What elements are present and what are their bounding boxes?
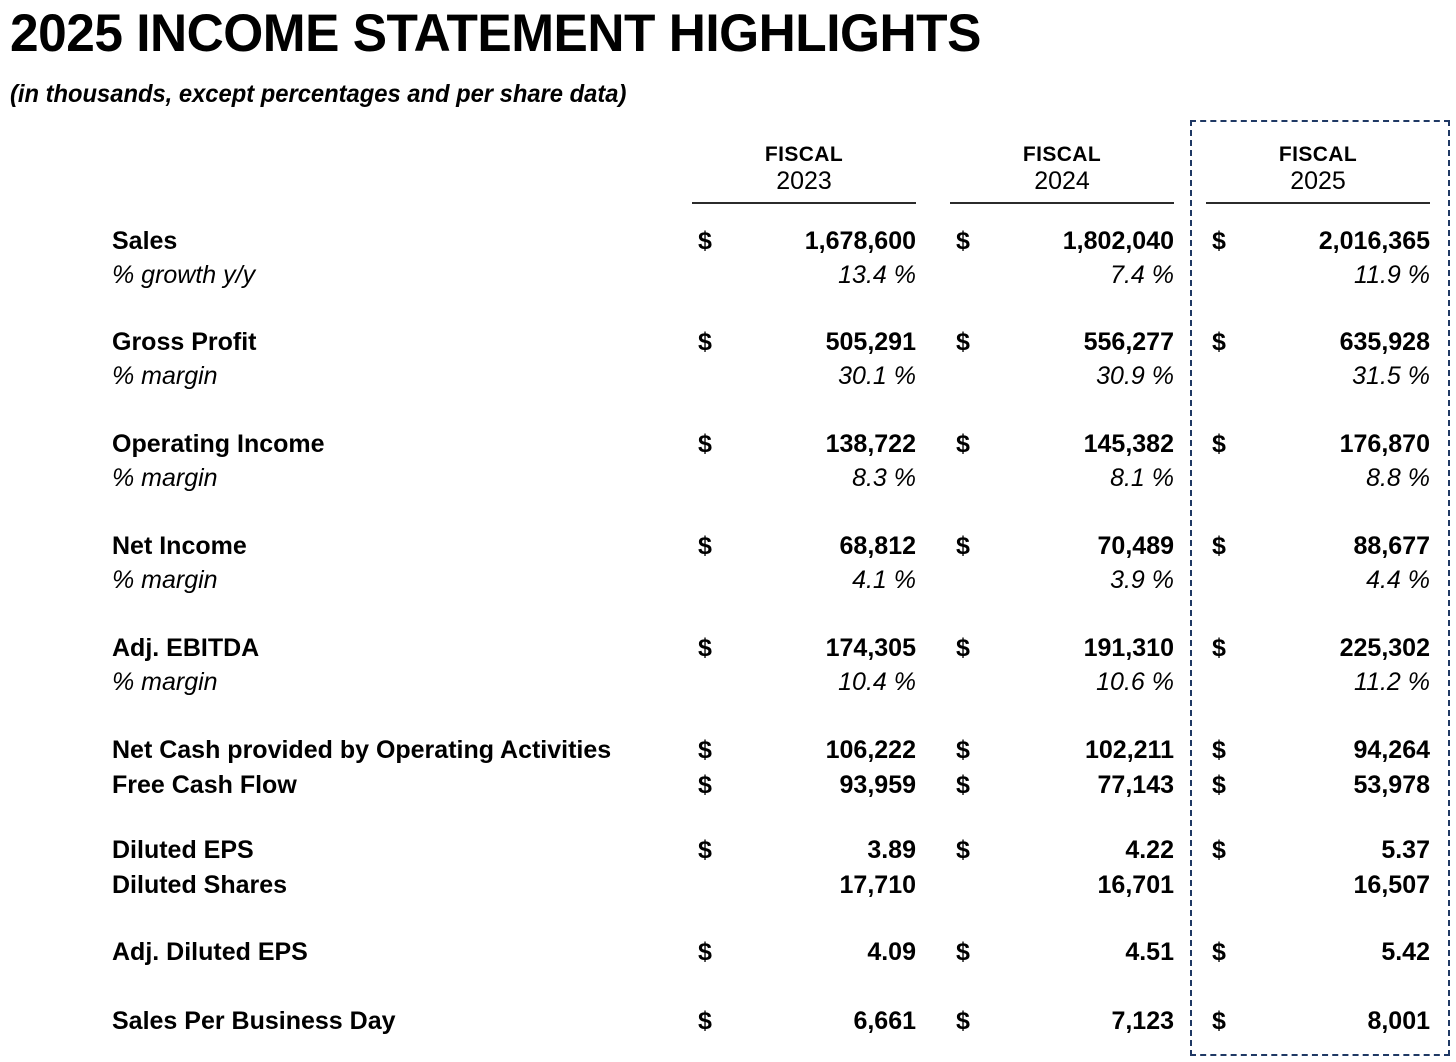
- page-title: 2025 INCOME STATEMENT HIGHLIGHTS: [10, 4, 981, 63]
- cell-value: 7.4 %: [1110, 261, 1174, 289]
- row-label: % margin: [112, 566, 218, 594]
- cell-value: 5.37: [1381, 836, 1430, 864]
- table-cell: [1206, 224, 1430, 259]
- cell-value: 191,310: [1083, 634, 1174, 662]
- table-cell: [692, 359, 916, 394]
- cell-value: 1,678,600: [804, 227, 916, 255]
- table-cell: [692, 733, 916, 768]
- currency-symbol: $: [698, 430, 712, 458]
- cell-value: 225,302: [1339, 634, 1430, 662]
- table-row: [0, 224, 1456, 259]
- table-cell: [1206, 529, 1430, 564]
- table-row: [0, 733, 1456, 768]
- cell-value: 53,978: [1353, 771, 1430, 799]
- currency-symbol: $: [698, 938, 712, 966]
- row-label: % margin: [112, 464, 218, 492]
- table-cell: [692, 868, 916, 903]
- row-label: % margin: [112, 362, 218, 390]
- table-row: [0, 325, 1456, 360]
- row-label: Net Income: [112, 532, 247, 560]
- cell-value: 77,143: [1097, 771, 1174, 799]
- cell-value: 16,507: [1353, 871, 1430, 899]
- table-cell: [1206, 833, 1430, 868]
- column-header-rule: [950, 202, 1174, 204]
- currency-symbol: $: [1212, 1007, 1226, 1035]
- table-cell: [950, 359, 1174, 394]
- currency-symbol: $: [698, 771, 712, 799]
- currency-symbol: $: [956, 328, 970, 356]
- cell-value: 13.4 %: [838, 261, 916, 289]
- currency-symbol: $: [956, 836, 970, 864]
- cell-value: 31.5 %: [1352, 362, 1430, 390]
- table-cell: [692, 325, 916, 360]
- table-row: [0, 461, 1456, 496]
- table-row: [0, 935, 1456, 970]
- cell-value: 68,812: [839, 532, 916, 560]
- table-cell: [950, 768, 1174, 803]
- table-cell: [950, 665, 1174, 700]
- currency-symbol: $: [698, 532, 712, 560]
- cell-value: 635,928: [1339, 328, 1430, 356]
- table-cell: [692, 665, 916, 700]
- cell-value: 17,710: [839, 871, 916, 899]
- currency-symbol: $: [956, 736, 970, 764]
- table-cell: [692, 833, 916, 868]
- table-cell: [950, 631, 1174, 666]
- table-cell: [1206, 461, 1430, 496]
- column-header-fiscal-2024: [950, 144, 1174, 204]
- cell-value: 106,222: [825, 736, 916, 764]
- table-cell: [692, 224, 916, 259]
- row-label: Adj. EBITDA: [112, 634, 260, 662]
- cell-value: 10.6 %: [1096, 668, 1174, 696]
- currency-symbol: $: [698, 836, 712, 864]
- table-cell: [692, 563, 916, 598]
- cell-value: 93,959: [839, 771, 916, 799]
- cell-value: 4.09: [867, 938, 916, 966]
- cell-value: 4.1 %: [852, 566, 916, 594]
- cell-value: 138,722: [825, 430, 916, 458]
- currency-symbol: $: [1212, 836, 1226, 864]
- cell-value: 556,277: [1083, 328, 1174, 356]
- row-label: % growth y/y: [112, 261, 256, 289]
- table-cell: [950, 258, 1174, 293]
- cell-value: 88,677: [1353, 532, 1430, 560]
- row-label: Sales Per Business Day: [112, 1007, 396, 1035]
- table-row: [0, 529, 1456, 564]
- table-row: [0, 1004, 1456, 1039]
- table-cell: [1206, 665, 1430, 700]
- table-cell: [692, 768, 916, 803]
- currency-symbol: $: [1212, 736, 1226, 764]
- cell-value: 145,382: [1083, 430, 1174, 458]
- currency-symbol: $: [698, 227, 712, 255]
- column-header-year: 2023: [776, 167, 832, 195]
- cell-value: 4.22: [1125, 836, 1174, 864]
- row-label: Sales: [112, 227, 178, 255]
- column-header-year: 2024: [1034, 167, 1090, 195]
- table-cell: [950, 935, 1174, 970]
- currency-symbol: $: [1212, 938, 1226, 966]
- table-cell: [1206, 359, 1430, 394]
- table-cell: [1206, 1004, 1430, 1039]
- table-cell: [950, 868, 1174, 903]
- cell-value: 6,661: [853, 1007, 916, 1035]
- table-cell: [950, 529, 1174, 564]
- currency-symbol: $: [956, 938, 970, 966]
- table-cell: [1206, 631, 1430, 666]
- column-header-rule: [692, 202, 916, 204]
- table-cell: [692, 529, 916, 564]
- column-header-fiscal-label: FISCAL: [1278, 143, 1358, 166]
- table-cell: [1206, 868, 1430, 903]
- cell-value: 176,870: [1339, 430, 1430, 458]
- row-label: Net Cash provided by Operating Activities: [112, 736, 612, 764]
- table-row: [0, 359, 1456, 394]
- currency-symbol: $: [698, 634, 712, 662]
- currency-symbol: $: [956, 634, 970, 662]
- cell-value: 174,305: [825, 634, 916, 662]
- currency-symbol: $: [956, 227, 970, 255]
- page-subtitle: (in thousands, except percentages and per share data): [10, 80, 627, 108]
- column-header-fiscal-2023: [692, 144, 916, 204]
- cell-value: 10.4 %: [838, 668, 916, 696]
- cell-value: 8.3 %: [852, 464, 916, 492]
- table-row: [0, 768, 1456, 803]
- table-cell: [1206, 325, 1430, 360]
- cell-value: 3.89: [867, 836, 916, 864]
- row-label: Adj. Diluted EPS: [112, 938, 308, 966]
- table-row: [0, 868, 1456, 903]
- cell-value: 8.1 %: [1110, 464, 1174, 492]
- table-cell: [692, 631, 916, 666]
- cell-value: 505,291: [825, 328, 916, 356]
- currency-symbol: $: [1212, 771, 1226, 799]
- currency-symbol: $: [1212, 532, 1226, 560]
- table-cell: [1206, 258, 1430, 293]
- column-header-fiscal-label: FISCAL: [1022, 143, 1102, 166]
- table-cell: [950, 427, 1174, 462]
- table-cell: [950, 833, 1174, 868]
- column-header-fiscal-2025: [1206, 144, 1430, 204]
- table-cell: [1206, 563, 1430, 598]
- cell-value: 30.1 %: [838, 362, 916, 390]
- row-label: Free Cash Flow: [112, 771, 297, 799]
- table-row: [0, 258, 1456, 293]
- cell-value: 4.51: [1125, 938, 1174, 966]
- table-cell: [692, 258, 916, 293]
- cell-value: 5.42: [1381, 938, 1430, 966]
- cell-value: 7,123: [1111, 1007, 1174, 1035]
- row-label: Gross Profit: [112, 328, 257, 356]
- currency-symbol: $: [1212, 227, 1226, 255]
- currency-symbol: $: [698, 328, 712, 356]
- column-header-year: 2025: [1290, 167, 1346, 195]
- currency-symbol: $: [956, 430, 970, 458]
- cell-value: 1,802,040: [1062, 227, 1174, 255]
- table-cell: [692, 427, 916, 462]
- table-cell: [1206, 935, 1430, 970]
- table-row: [0, 563, 1456, 598]
- cell-value: 8,001: [1367, 1007, 1430, 1035]
- table-cell: [1206, 768, 1430, 803]
- table-cell: [950, 733, 1174, 768]
- table-row: [0, 631, 1456, 666]
- cell-value: 94,264: [1353, 736, 1430, 764]
- table-cell: [950, 325, 1174, 360]
- currency-symbol: $: [956, 1007, 970, 1035]
- table-cell: [950, 461, 1174, 496]
- cell-value: 2,016,365: [1318, 227, 1430, 255]
- table-cell: [1206, 427, 1430, 462]
- row-label: % margin: [112, 668, 218, 696]
- currency-symbol: $: [698, 736, 712, 764]
- table-row: [0, 833, 1456, 868]
- currency-symbol: $: [1212, 634, 1226, 662]
- row-label: Diluted Shares: [112, 871, 288, 899]
- column-header-fiscal-label: FISCAL: [764, 143, 844, 166]
- currency-symbol: $: [1212, 328, 1226, 356]
- cell-value: 16,701: [1097, 871, 1174, 899]
- cell-value: 102,211: [1085, 736, 1174, 764]
- cell-value: 8.8 %: [1366, 464, 1430, 492]
- currency-symbol: $: [956, 532, 970, 560]
- cell-value: 11.9 %: [1354, 261, 1430, 289]
- cell-value: 11.2 %: [1354, 668, 1430, 696]
- column-header-rule: [1206, 202, 1430, 204]
- table-cell: [692, 1004, 916, 1039]
- row-label: Diluted EPS: [112, 836, 254, 864]
- currency-symbol: $: [956, 771, 970, 799]
- table-cell: [692, 461, 916, 496]
- cell-value: 3.9 %: [1110, 566, 1174, 594]
- table-cell: [950, 1004, 1174, 1039]
- table-cell: [1206, 733, 1430, 768]
- table-cell: [950, 563, 1174, 598]
- table-cell: [692, 935, 916, 970]
- cell-value: 30.9 %: [1096, 362, 1174, 390]
- currency-symbol: $: [698, 1007, 712, 1035]
- table-cell: [950, 224, 1174, 259]
- table-row: [0, 427, 1456, 462]
- cell-value: 4.4 %: [1366, 566, 1430, 594]
- table-row: [0, 665, 1456, 700]
- currency-symbol: $: [1212, 430, 1226, 458]
- cell-value: 70,489: [1097, 532, 1174, 560]
- row-label: Operating Income: [112, 430, 325, 458]
